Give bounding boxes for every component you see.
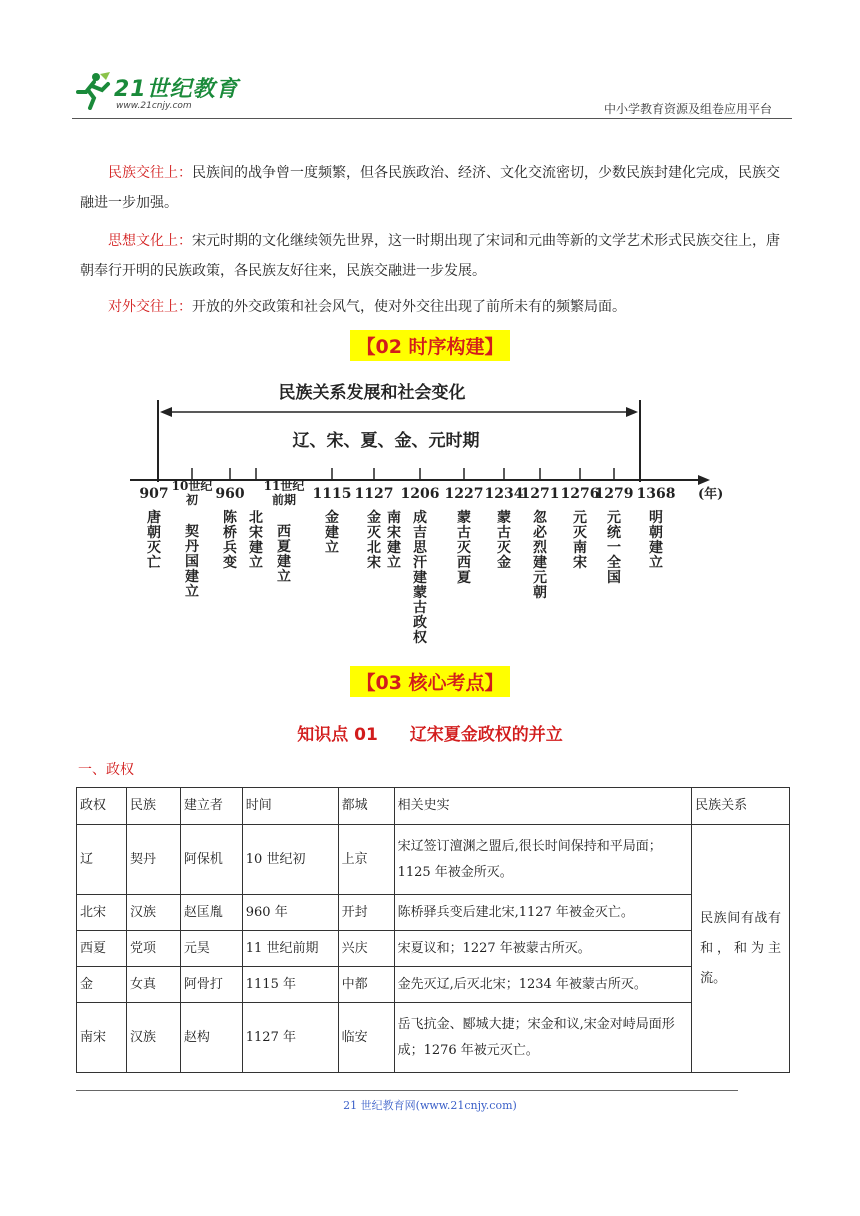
timeline-title: 民族关系发展和社会变化	[278, 383, 466, 403]
table-cell: 汉族	[126, 1003, 180, 1073]
timeline-event-char: 国	[185, 554, 199, 570]
timeline-event-char: 朝	[147, 525, 161, 541]
paragraph-foreign	[80, 292, 786, 322]
timeline-event-char: 朝	[533, 585, 547, 601]
timeline-event-char: 灭	[573, 525, 587, 541]
knowledge-point-title	[0, 720, 860, 745]
section-title-core	[0, 666, 860, 697]
timeline-event-char: 金	[325, 510, 339, 526]
timeline-event-char: 政	[413, 615, 427, 631]
section-title-text: 【02 时序构建】	[350, 330, 509, 361]
timeline-period: 辽、宋、夏、金、元时期	[292, 431, 480, 451]
timeline-event-char: 南	[387, 510, 401, 526]
table-cell: 南宋	[77, 1003, 127, 1073]
table-cell: 1115 年	[242, 967, 338, 1003]
timeline-event-char: 金	[497, 555, 511, 571]
table-cell: 开封	[338, 895, 394, 931]
timeline-year-label: 1271	[520, 486, 560, 502]
table-cell: 金	[77, 967, 127, 1003]
logo-url: www.21cnjy.com	[116, 101, 192, 111]
timeline-event-char: 必	[533, 525, 547, 541]
timeline-event-char: 思	[413, 540, 427, 556]
table-cell: 10 世纪初	[242, 825, 338, 895]
regime-table	[76, 787, 790, 1073]
table-cell: 金先灭辽,后灭北宋；1234 年被蒙古所灭。	[394, 967, 692, 1003]
timeline-event-char: 丹	[185, 539, 199, 555]
subsection-title: 一、政权	[78, 762, 134, 778]
table-header: 建立者	[180, 788, 242, 825]
timeline-event-char: 元	[573, 510, 587, 526]
footer-divider	[76, 1090, 738, 1091]
timeline-event-char: 建	[649, 540, 663, 556]
timeline-event-char: 北	[367, 540, 381, 556]
table-cell: 960 年	[242, 895, 338, 931]
paragraph-text: 开放的外交政策和社会风气，使对外交往出现了前所未有的频繁局面。	[192, 299, 626, 315]
header-divider	[72, 118, 792, 119]
logo-text: 21世纪教育	[114, 77, 239, 102]
table-header-row	[77, 788, 790, 825]
timeline-event-char: 建	[325, 525, 339, 541]
timeline-event-char: 国	[607, 570, 621, 586]
timeline-event-char: 宋	[573, 555, 587, 571]
table-cell: 1127 年	[242, 1003, 338, 1073]
table-cell: 女真	[126, 967, 180, 1003]
paragraph-text: 宋元时期的文化继续领先世界，这一时期出现了宋词和元曲等新的文学艺术形式民族交往上，唐朝奉行开明的民族政策，各民族友好往来，民族交融进一步发展。	[80, 233, 780, 279]
section-title-text: 【03 核心考点】	[350, 666, 509, 697]
timeline-year-label: 前期	[271, 493, 297, 507]
table-header: 民族	[126, 788, 180, 825]
paragraph-lead: 思想文化上：	[108, 233, 192, 249]
table-cell: 赵构	[180, 1003, 242, 1073]
paragraph-lead: 对外交往上：	[108, 299, 192, 315]
timeline-event-char: 灭	[497, 540, 511, 556]
knowledge-point-number: 知识点 01	[297, 725, 378, 745]
timeline-event-char: 朝	[649, 525, 663, 541]
timeline-event-char: 汗	[413, 555, 427, 571]
paragraph-lead: 民族交往上：	[108, 165, 192, 181]
table-row	[77, 1003, 790, 1073]
timeline-year-label: 初	[185, 493, 199, 507]
timeline-event-char: 金	[367, 510, 381, 526]
timeline-event-char: 权	[413, 630, 427, 646]
table-cell: 宋夏议和；1227 年被蒙古所灭。	[394, 931, 692, 967]
table-cell: 党项	[126, 931, 180, 967]
table-cell: 岳飞抗金、郾城大捷；宋金和议,宋金对峙局面形成；1276 年被元灭亡。	[394, 1003, 692, 1073]
timeline-event-char: 建	[185, 569, 199, 585]
table-cell: 契丹	[126, 825, 180, 895]
timeline-event-char: 一	[607, 540, 621, 556]
timeline-event-char: 北	[249, 510, 263, 526]
timeline-event-char: 夏	[277, 539, 291, 555]
footer-link[interactable]: 21 世纪教育网(www.21cnjy.com)	[343, 1099, 517, 1112]
table-cell: 赵匡胤	[180, 895, 242, 931]
table-header: 民族关系	[692, 788, 790, 825]
timeline-event-char: 建	[413, 570, 427, 586]
table-cell: 11 世纪前期	[242, 931, 338, 967]
timeline-year-label: 10世纪	[171, 479, 213, 493]
paragraph-culture	[80, 226, 786, 286]
timeline-event-char: 契	[185, 524, 199, 540]
table-cell: 汉族	[126, 895, 180, 931]
table-header: 政权	[77, 788, 127, 825]
timeline-event-char: 桥	[223, 525, 237, 541]
timeline-event-char: 统	[607, 525, 621, 541]
page-header	[72, 62, 792, 120]
timeline-event-char: 忽	[533, 510, 547, 526]
table-row	[77, 967, 790, 1003]
timeline-event-char: 亡	[147, 555, 161, 571]
timeline-year-label: 1206	[400, 486, 440, 502]
timeline-event-char: 灭	[367, 525, 381, 541]
timeline-event-char: 宋	[367, 555, 381, 571]
timeline-event-char: 西	[277, 524, 291, 540]
timeline-event-char: 立	[249, 555, 263, 571]
table-cell: 上京	[338, 825, 394, 895]
timeline-unit: (年)	[698, 487, 724, 502]
table-cell: 辽	[77, 825, 127, 895]
timeline-event-char: 蒙	[457, 510, 471, 526]
timeline-event-char: 西	[457, 555, 471, 571]
timeline-year-label: 1368	[636, 486, 676, 502]
table-header: 相关史实	[394, 788, 692, 825]
timeline-event-char: 古	[413, 600, 427, 616]
timeline-event-char: 兵	[223, 540, 237, 556]
timeline-year-label: 907	[139, 486, 169, 502]
timeline-year-label: 1227	[444, 486, 484, 502]
ethnic-relation-cell: 民族间有战有和，和为主流。	[692, 825, 790, 1073]
timeline-event-char: 陈	[223, 510, 237, 526]
table-cell: 阿保机	[180, 825, 242, 895]
timeline-event-char: 建	[277, 554, 291, 570]
table-row	[77, 895, 790, 931]
timeline-event-char: 明	[649, 510, 663, 526]
timeline-year-label: 1276	[560, 486, 600, 502]
knowledge-point-text: 辽宋夏金政权的并立	[409, 725, 563, 745]
timeline-year-label: 1279	[594, 486, 634, 502]
table-cell: 北宋	[77, 895, 127, 931]
site-logo[interactable]	[72, 68, 262, 118]
timeline-event-char: 宋	[387, 525, 401, 541]
table-cell: 元昊	[180, 931, 242, 967]
table-cell: 陈桥驿兵变后建北宋,1127 年被金灭亡。	[394, 895, 692, 931]
timeline-event-char: 立	[185, 584, 199, 600]
timeline-event-char: 宋	[249, 525, 263, 541]
timeline-event-char: 成	[413, 510, 427, 526]
table-header: 都城	[338, 788, 394, 825]
table-cell: 宋辽签订澶渊之盟后,很长时间保持和平局面；1125 年被金所灭。	[394, 825, 692, 895]
timeline-event-char: 全	[607, 555, 621, 571]
timeline-event-char: 建	[533, 555, 547, 571]
timeline-event-char: 古	[497, 525, 511, 541]
timeline-event-char: 蒙	[497, 510, 511, 526]
timeline-event-char: 灭	[457, 540, 471, 556]
timeline-event-char: 元	[533, 570, 547, 586]
timeline-event-char: 灭	[147, 540, 161, 556]
paragraph-ethnic-exchange	[80, 158, 786, 218]
timeline-event-char: 变	[223, 555, 237, 571]
timeline-event-char: 立	[277, 569, 291, 585]
timeline-event-char: 唐	[147, 510, 161, 526]
paragraph-text: 民族间的战争曾一度频繁，但各民族政治、经济、文化交流密切，少数民族封建化完成，民族交融进一步加强。	[80, 165, 780, 211]
runner-logo-icon	[72, 70, 112, 110]
table-cell: 临安	[338, 1003, 394, 1073]
table-cell: 兴庆	[338, 931, 394, 967]
table-row	[77, 931, 790, 967]
timeline-year-label: 960	[215, 486, 245, 502]
table-cell: 阿骨打	[180, 967, 242, 1003]
table-cell: 中都	[338, 967, 394, 1003]
timeline-event-char: 南	[573, 540, 587, 556]
timeline-event-char: 建	[387, 540, 401, 556]
timeline-event-char: 立	[387, 555, 401, 571]
timeline-event-char: 立	[325, 540, 339, 556]
timeline-diagram	[120, 370, 740, 660]
table-row	[77, 825, 790, 895]
table-cell: 西夏	[77, 931, 127, 967]
timeline-event-char: 古	[457, 525, 471, 541]
platform-name: 中小学教育资源及组卷应用平台	[603, 102, 772, 116]
section-title-timeline	[0, 330, 860, 361]
timeline-event-char: 夏	[457, 570, 471, 586]
timeline-event-char: 烈	[533, 540, 547, 556]
timeline-event-char: 立	[649, 555, 663, 571]
timeline-event-char: 蒙	[413, 585, 427, 601]
timeline-year-label: 1115	[312, 486, 352, 502]
table-header: 时间	[242, 788, 338, 825]
timeline-year-label: 11世纪	[263, 479, 305, 493]
timeline-event-char: 建	[249, 540, 263, 556]
timeline-event-char: 吉	[413, 525, 427, 541]
timeline-year-label: 1127	[354, 486, 394, 502]
timeline-year-label: 1234	[484, 486, 524, 502]
timeline-event-char: 元	[607, 510, 621, 526]
